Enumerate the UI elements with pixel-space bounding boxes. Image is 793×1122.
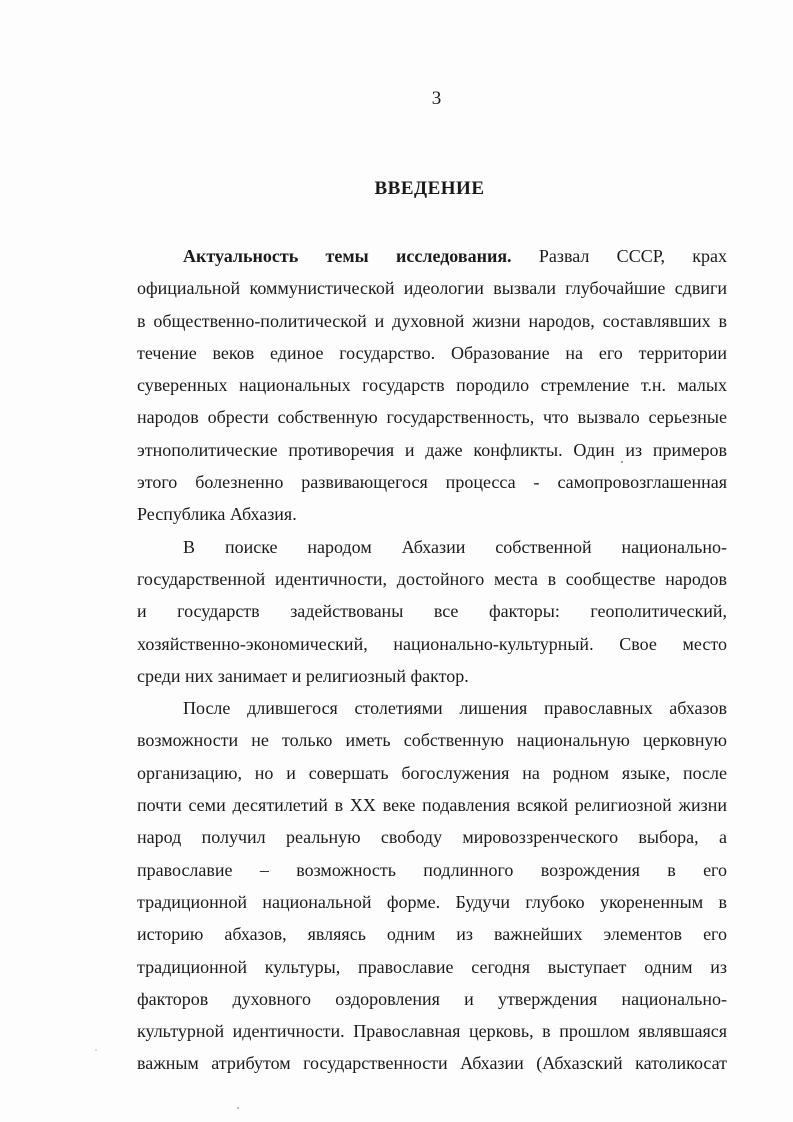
text-line: государственной идентичности, достойного места в сообществе народов [137, 568, 727, 589]
text-line: почти семи десятилетий в XX веке подавления всякой религиозной жизни [137, 795, 727, 816]
text-line: хозяйственно-экономический, национально-культурный. Свое место [137, 633, 727, 654]
text-line: историю абхазов, являясь одним из важнейших элементов его [137, 924, 727, 945]
section-heading: ВВЕДЕНИЕ [374, 178, 485, 199]
text-line: суверенных национальных государств породило стремление т.н. малых [137, 375, 727, 396]
text-line: Республика Абхазия. [137, 504, 297, 525]
text-line: важным атрибутом государственности Абхазии (Абхазский католикосат [137, 1053, 727, 1074]
text-line: официальной коммунистической идеологии вызвали глубочайшие сдвиги [137, 278, 727, 299]
text-line: возможности не только иметь собственную национальную церковную [137, 730, 727, 751]
text-line: традиционной культуры, православие сегодня выступает одним из [137, 956, 727, 977]
text-line [137, 240, 727, 272]
text-line: традиционной национальной форме. Будучи глубоко укорененным в [137, 891, 727, 912]
scan-speck [95, 1049, 96, 1050]
lead-bold-phrase: Актуальность темы исследования. [183, 246, 512, 266]
body-text [137, 240, 727, 1080]
text-line: этнополитические противоречия и даже конфликты. Один из примеров [137, 439, 727, 460]
text-line: среди них занимает и религиозный фактор. [137, 665, 469, 686]
text-line: народ получил реальную свободу мировоззренческого выбора, а [137, 827, 727, 848]
text-line: этого болезненно развивающегося процесса - самопровозглашенная [137, 472, 727, 493]
text-line: и государств задействованы все факторы: геополитический, [137, 601, 727, 622]
text-line: течение веков единое государство. Образование на его территории [137, 342, 727, 363]
text-line: православие – возможность подлинного возрождения в его [137, 859, 727, 880]
text-line: в общественно-политической и духовной жизни народов, составлявших в [137, 310, 727, 331]
text-line: народов обрести собственную государственность, что вызвало серьезные [137, 407, 727, 428]
text-line: факторов духовного оздоровления и утверждения национально- [137, 988, 727, 1009]
text-line: В поиске народом Абхазии собственной национально- [183, 536, 727, 557]
text-line: После длившегося столетиями лишения православных абхазов [183, 698, 727, 719]
text-line: организацию, но и совершать богослужения на родном языке, после [137, 762, 727, 783]
page-number: 3 [431, 88, 442, 109]
scan-speck [237, 1107, 239, 1109]
text-line-rest: Развал СССР, крах [511, 246, 727, 266]
text-line: культурной идентичности. Православная церковь, в прошлом являвшаяся [137, 1021, 727, 1042]
